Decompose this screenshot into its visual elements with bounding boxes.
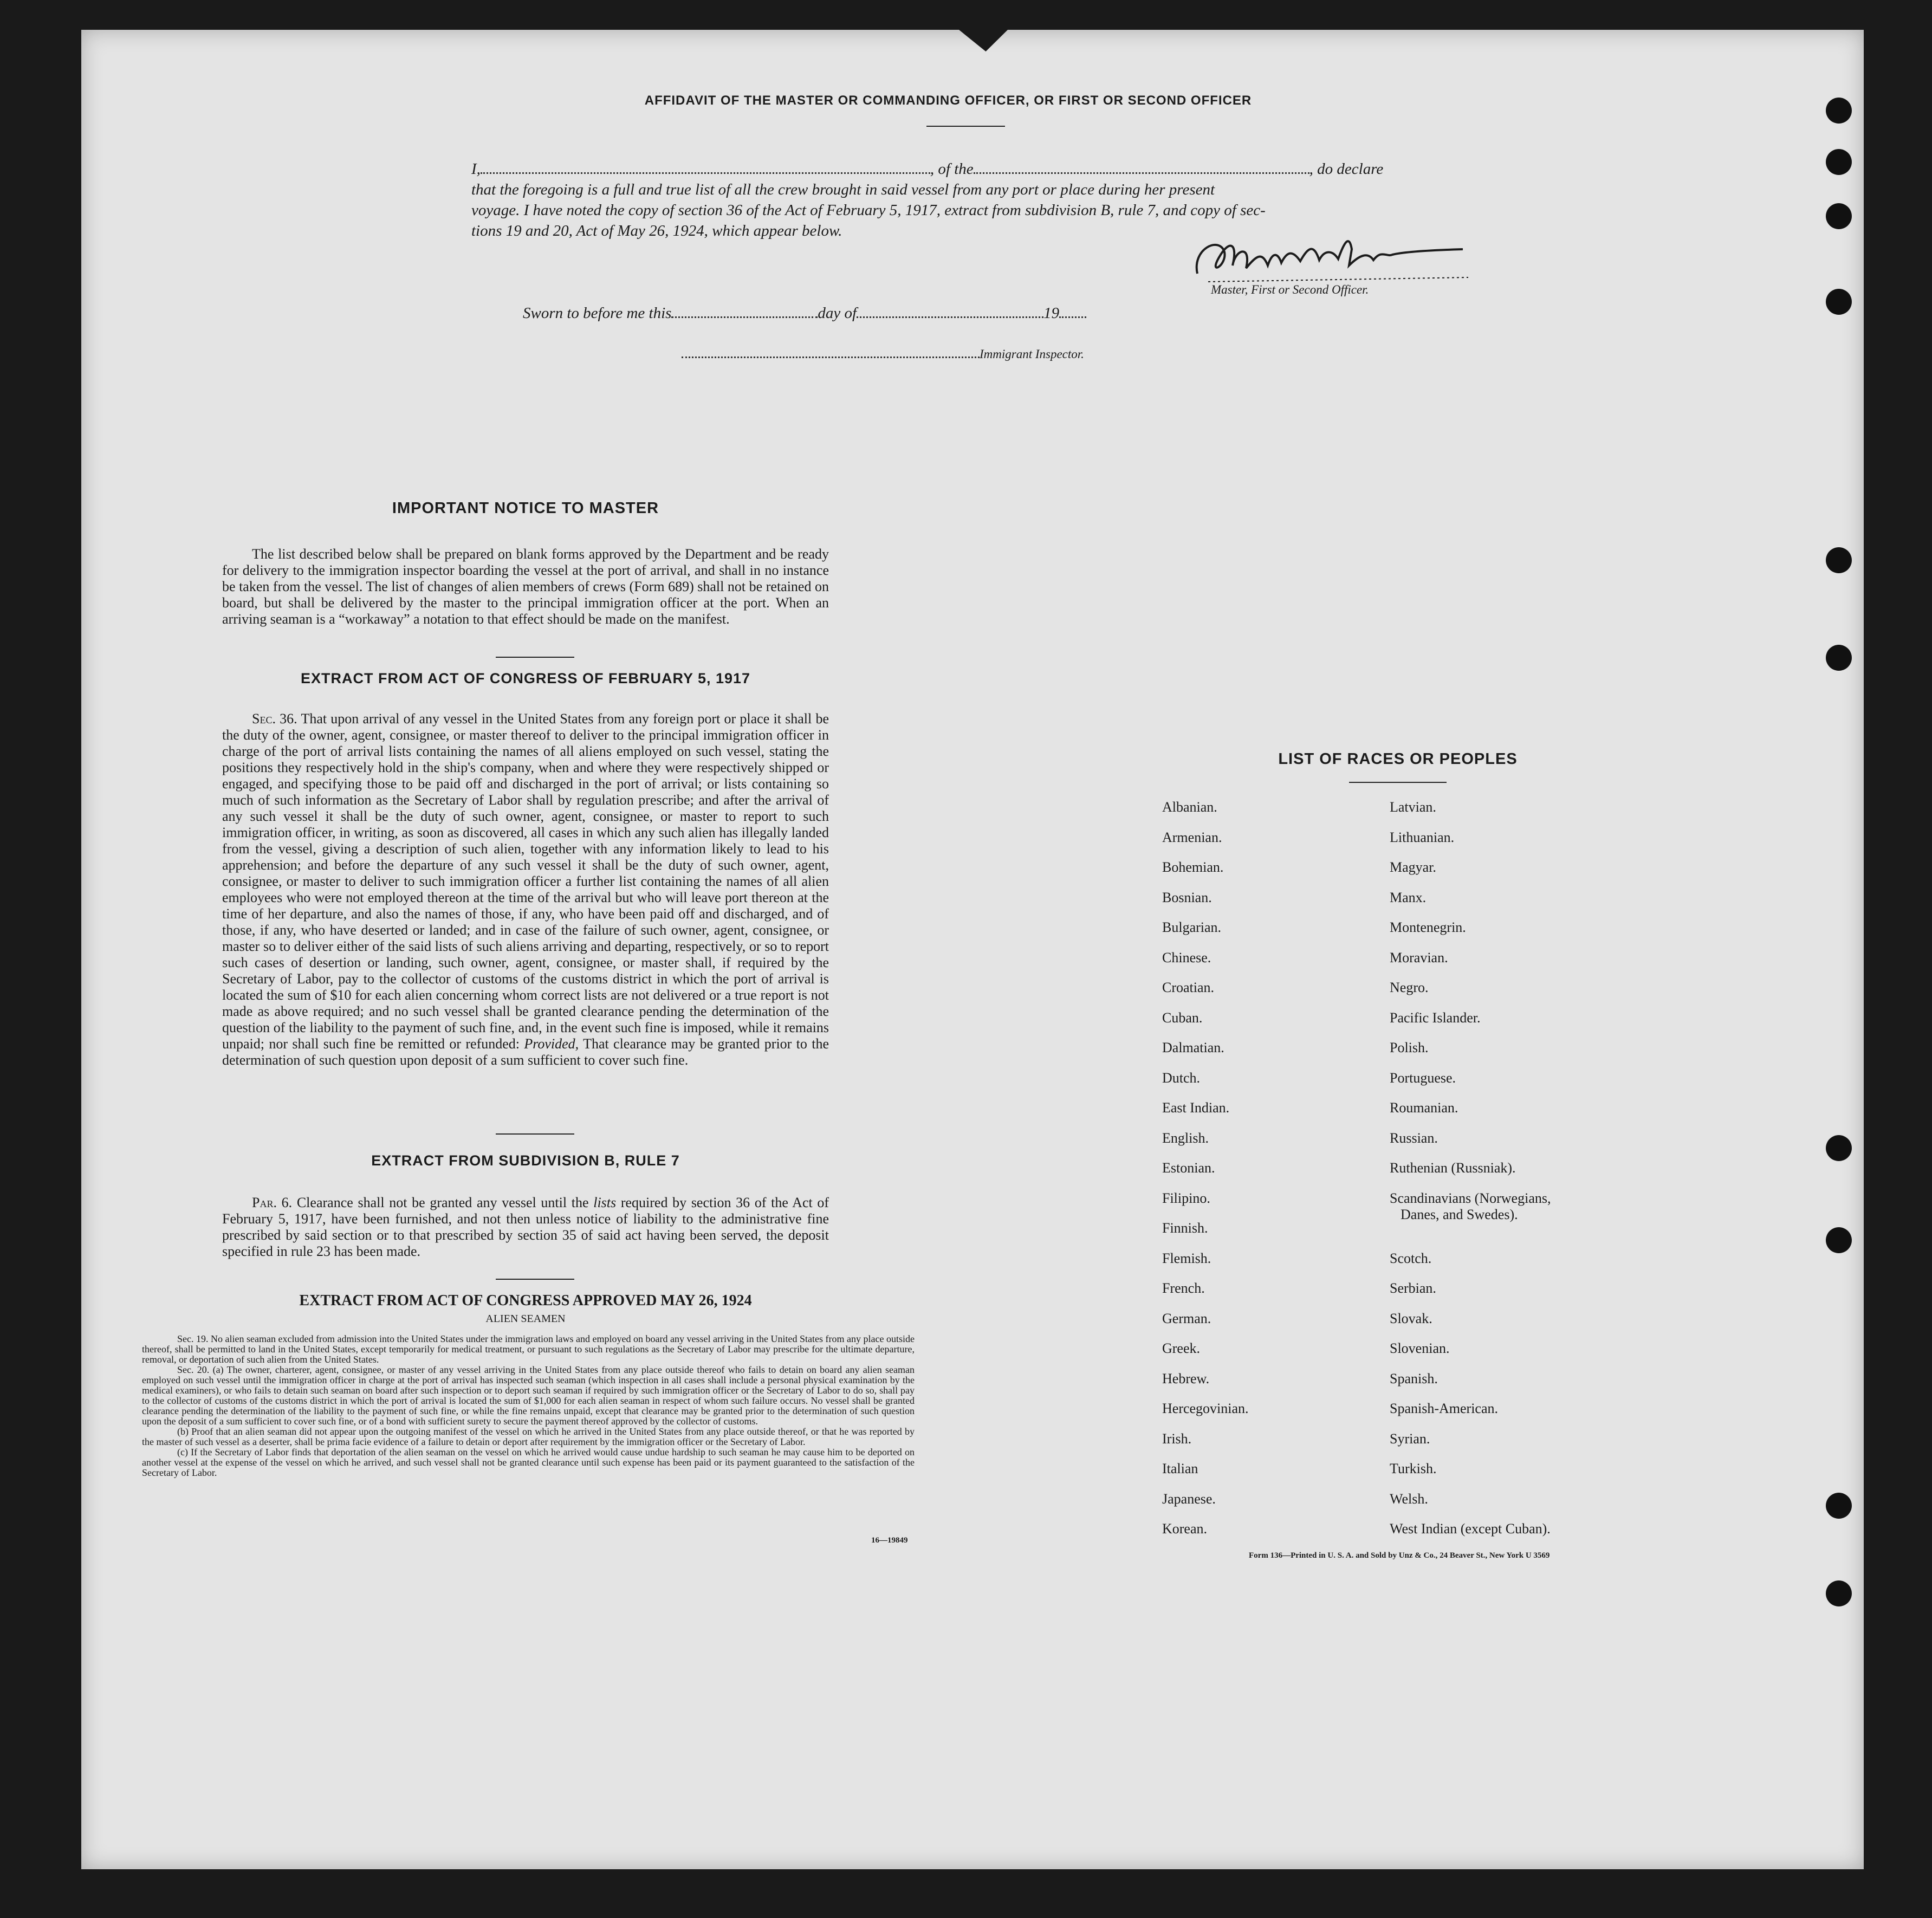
race-item: Dutch. <box>1162 1070 1201 1086</box>
notice-title: IMPORTANT NOTICE TO MASTER <box>392 500 659 517</box>
printer-imprint: Form 136—Printed in U. S. A. and Sold by Unz & Co., 24 Beaver St., New York U 3569 <box>1249 1551 1550 1560</box>
punch-hole <box>1826 289 1852 315</box>
provided-word: Provided, <box>524 1036 579 1052</box>
notice-body: The list described below shall be prepared on blank forms approved by the Department and be ready for delivery to the immigration inspector boarding the vessel at the port of arrival, and shall in no instance be taken from the vessel. The list of changes of alien members of crews (Form 689) shall not be retained on board, but shall be delivered by the master to the principal immigration officer at the port. When an arriving seaman is a “workaway” a notation to that effect should be made on the manifest. <box>222 546 829 627</box>
race-item: Chinese. <box>1162 950 1211 966</box>
par-6-text-b: required by section 36 of the Act of February 5, 1917, have been furnished, and not then unless notice of liability to the administrative fine prescribed by said section or to that prescribed by section 35 of said act having been served, the deposit specified in rule 23 has been made. <box>222 1195 829 1259</box>
sec-19-text: Sec. 19. No alien seaman excluded from admission into the United States under the immigration laws and employed on board any vessel arriving in the United States from any place outside thereof, shall be permitted to land in the United States, except temporarily for medical treatment, or pursuant to such regulations as the Secretary of Labor may prescribe for the ultimate departure, removal, or deportation of such alien from the United States. <box>142 1333 915 1365</box>
race-item: Bosnian. <box>1162 890 1212 905</box>
subdivision-body <box>222 1195 829 1260</box>
punch-hole <box>1826 149 1852 175</box>
race-item: Lithuanian. <box>1390 830 1455 845</box>
affidavit-declare-label: , do declare <box>1309 160 1384 178</box>
race-item: Cuban. <box>1162 1010 1203 1026</box>
race-item: Italian <box>1162 1461 1198 1476</box>
race-item: Estonian. <box>1162 1160 1215 1176</box>
race-item: Roumanian. <box>1390 1100 1458 1116</box>
races-rule <box>1349 782 1447 783</box>
race-item: Flemish. <box>1162 1250 1211 1266</box>
inspector-line <box>682 346 1084 361</box>
race-item: Greek. <box>1162 1340 1201 1356</box>
race-item: Russian. <box>1390 1130 1438 1146</box>
extract-1924-subtitle: ALIEN SEAMEN <box>485 1313 566 1325</box>
race-item: Scandinavians (Norwegians, <box>1390 1190 1551 1206</box>
sec-20c-text: (c) If the Secretary of Labor finds that deportation of the alien seaman on the vessel on which he arrived would cause undue hardship to such seaman he may cause him to be deported on another vessel at the expense of the vessel on which he arrived, and such vessel shall not be granted clearance until such expense has been paid or its payment guaranteed to the satisfaction of the Secretary of Labor. <box>142 1447 915 1478</box>
race-item: Korean. <box>1162 1521 1208 1537</box>
race-item: Spanish. <box>1390 1371 1438 1386</box>
par-6-text-a: Clearance shall not be granted any vessel until the <box>296 1195 589 1210</box>
affidavit-line-4: tions 19 and 20, Act of May 26, 1924, which appear below. <box>471 222 842 239</box>
race-item: Slovenian. <box>1390 1340 1450 1356</box>
race-item: Slovak. <box>1390 1311 1432 1326</box>
extract-1917-title: EXTRACT FROM ACT OF CONGRESS OF FEBRUARY 5, 1917 <box>300 670 751 686</box>
notice-rule <box>496 657 574 658</box>
vessel-blank <box>974 157 1309 174</box>
name-blank <box>481 157 930 174</box>
subdivision-rule <box>496 1279 574 1280</box>
punch-hole <box>1826 1493 1852 1519</box>
race-item: Turkish. <box>1390 1461 1437 1476</box>
race-item: Dalmatian. <box>1162 1040 1224 1055</box>
race-item: Danes, and Swedes). <box>1401 1207 1518 1222</box>
sec-20b-text: (b) Proof that an alien seaman did not appear upon the outgoing manifest of the vessel on which he arrived in the United States from any place outside thereof, or that he was reported by the master of such vessel as a deserter, shall be prima facie evidence of a failure to detain or deport after requirement by the immigration officer or the Secretary of Labor. <box>142 1426 915 1447</box>
race-item: Scotch. <box>1390 1250 1432 1266</box>
races-title: LIST OF RACES OR PEOPLES <box>1278 750 1518 768</box>
affidavit-title: AFFIDAVIT OF THE MASTER OR COMMANDING OFFICER, OR FIRST OR SECOND OFFICER <box>644 93 1252 108</box>
race-item: French. <box>1162 1280 1205 1296</box>
form-code: 16—19849 <box>871 1536 908 1545</box>
punch-hole <box>1826 203 1852 229</box>
sworn-year-label: 19 <box>1043 304 1060 322</box>
punch-hole <box>1826 547 1852 573</box>
affidavit-of-the-label: , of the <box>930 160 974 178</box>
subdivision-title: EXTRACT FROM SUBDIVISION B, RULE 7 <box>371 1152 680 1169</box>
extract-1917-body <box>222 711 829 1068</box>
race-item: Negro. <box>1390 980 1429 995</box>
punch-hole <box>1826 1135 1852 1161</box>
sec-36-label: Sec. 36. <box>252 711 297 727</box>
master-signature <box>1187 228 1479 287</box>
race-item: Bulgarian. <box>1162 919 1222 935</box>
affidavit-line-2: that the foregoing is a full and true list of all the crew brought in said vessel from any port or place during her present <box>471 181 1215 198</box>
inspector-blank <box>682 346 980 358</box>
race-item: Portuguese. <box>1390 1070 1456 1086</box>
lists-word: lists <box>593 1195 617 1210</box>
signature-caption: Master, First or Second Officer. <box>1211 283 1369 296</box>
extract-1924-title: EXTRACT FROM ACT OF CONGRESS APPROVED MAY 26, 1924 <box>299 1292 752 1309</box>
affidavit-i-label: I, <box>471 160 481 178</box>
race-item: Spanish-American. <box>1390 1401 1499 1416</box>
punch-hole <box>1826 645 1852 671</box>
race-item: Hebrew. <box>1162 1371 1210 1386</box>
race-item: Magyar. <box>1390 859 1436 875</box>
month-blank <box>857 301 1043 318</box>
year-blank <box>1059 301 1086 318</box>
sworn-prefix: Sworn to before me this <box>523 304 672 322</box>
race-item: Serbian. <box>1390 1280 1436 1296</box>
sec-36-text-a: That upon arrival of any vessel in the United States from any foreign port or place it shall be the duty of the owner, agent, consignee, or master thereof to deliver to the principal immigration officer in charge of the port of arrival lists containing the names of all aliens employed on such vessel, stating the positions they respectively hold in the ship's company, when and where they were respectively shipped or engaged, and specifying those to be paid off and discharged in the port of arrival; or lists containing so much of such information as the Secretary of Labor shall by regulation prescribe; and after the arrival of any such vessel it shall be the duty of such owner, agent, consignee, or master to report to such immigration officer, in writing, as soon as discovered, all cases in which any such alien has illegally landed from the vessel, giving a description of such alien, together with any information likely to lead to his apprehension; and before the departure of any such vessel it shall be the duty of such owner, agent, consignee, or master to deliver to such immigration officer a further list containing the names of all alien employees who were not employed thereon at the time of the arrival but who will leave port thereon at the time of her departure, and also the names of those, if any, who have been paid off and discharged, and of those, if any, who have deserted or landed; and in case of the failure of such owner, agent, consignee, or master so to deliver either of the said lists of such aliens arriving and departing, respectively, or so to report such cases of desertion or landing, such owner, agent, consignee, or master shall, if required by the Secretary of Labor, pay to the collector of customs of the customs district in which the port of arrival is located the sum of $10 for each alien concerning whom correct lists are not delivered or a true report is not made as above required; and no such vessel shall be granted clearance pending the determination of the question of the liability to the payment of such fine, and, in the event such fine is imposed, while it remains unpaid; nor shall such fine be remitted or refunded: <box>222 711 829 1052</box>
punch-hole <box>1826 1227 1852 1253</box>
race-item: Pacific Islander. <box>1390 1010 1481 1026</box>
race-item: Croatian. <box>1162 980 1215 995</box>
race-item: Manx. <box>1390 890 1427 905</box>
par-6-label: Par. 6. <box>252 1195 293 1210</box>
sec-36-text-b: That clearance may be granted prior to the determination of such question upon deposit of a sum sufficient to cover such fine. <box>222 1036 829 1068</box>
race-item: Syrian. <box>1390 1431 1430 1447</box>
extract-1917-rule <box>496 1133 574 1135</box>
sworn-line <box>523 301 1086 322</box>
affidavit-line-3: voyage. I have noted the copy of section 36 of the Act of February 5, 1917, extract from subdivision B, rule 7, and copy of sec- <box>471 202 1266 219</box>
punch-hole <box>1826 98 1852 124</box>
race-item: Irish. <box>1162 1431 1192 1447</box>
race-item: Montenegrin. <box>1390 919 1466 935</box>
inspector-caption: Immigrant Inspector. <box>980 347 1084 361</box>
race-item: Finnish. <box>1162 1220 1208 1236</box>
race-item: English. <box>1162 1130 1209 1146</box>
title-rule <box>926 126 1005 127</box>
race-item: Latvian. <box>1390 799 1436 815</box>
race-item: Welsh. <box>1390 1491 1428 1507</box>
race-item: West Indian (except Cuban). <box>1390 1521 1551 1537</box>
race-item: Hercegovinian. <box>1162 1401 1249 1416</box>
race-item: Bohemian. <box>1162 859 1224 875</box>
sec-20a-text: Sec. 20. (a) The owner, charterer, agent, consignee, or master of any vessel arriving in the United States from any place outside thereof who fails to detain on board any alien seaman employed on such vessel until the immigration officer in charge at the port of arrival has inspected such seaman (which inspection in all cases shall include a personal physical examination by the medical examiners), or who fails to detain such seaman on board after such inspection or to deport such seaman if required by such immigration officer or the Secretary of Labor to do so, shall pay to the collector of customs of the customs district in which the port of arrival is located the sum of $1,000 for each alien seaman in respect of whom such failure occurs. No vessel shall be granted clearance pending the determination of the liability to the payment of such fine, or while the fine remains unpaid, except that clearance may be granted prior to the determination of such question upon the deposit of a sum sufficient to cover such fine, or of a bond with sufficient surety to secure the payment thereof approved by the collector of customs. <box>142 1364 915 1427</box>
day-blank <box>671 301 818 318</box>
race-item: Armenian. <box>1162 830 1222 845</box>
extract-1924-body <box>142 1334 915 1478</box>
race-item: Japanese. <box>1162 1491 1216 1507</box>
punch-hole <box>1826 1580 1852 1606</box>
sworn-day-label: day of <box>818 304 857 322</box>
race-item: East Indian. <box>1162 1100 1230 1116</box>
race-item: Albanian. <box>1162 799 1217 815</box>
race-item: Polish. <box>1390 1040 1429 1055</box>
race-item: Ruthenian (Russniak). <box>1390 1160 1516 1176</box>
race-item: Filipino. <box>1162 1190 1210 1206</box>
race-item: Moravian. <box>1390 950 1448 966</box>
race-item: German. <box>1162 1311 1211 1326</box>
